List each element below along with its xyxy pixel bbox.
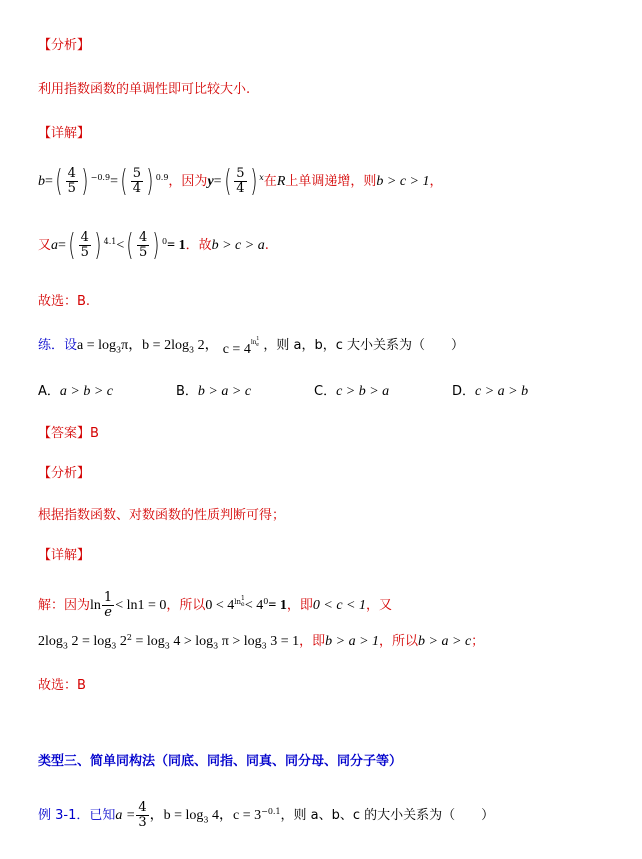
detail-heading-1: 【详解】: [38, 126, 91, 141]
answer-heading: 【答案】B: [38, 426, 99, 441]
option-c[interactable]: C．c > b > a: [314, 384, 390, 399]
detail-line-4: $2\log_3$ $2 = \log_3 2^2 = \log_3 4 > \log_3 \pi > \log_3 3 = 1$，即b > a > 1，所以b > a > c；: [38, 633, 485, 651]
practice-question: 练．设$a = \log_3\pi$，$b = 2\log_3$ 2， $c = 4^{ln 1 e}$ ，则 a，b，c 大小关系为（ ）: [38, 336, 465, 357]
detail-line-1: b=( $\frac{4}{5}$ ) $^{-0.9}$=( $\frac{5}{4}$ ) $^{0.9}$，因为y=( $\frac{5}{4}$ ) $^x$在R上单调递增，则b > c > 1，: [38, 163, 443, 199]
answer-1: 故选：B.: [38, 294, 91, 309]
practice-options: [38, 382, 618, 404]
example-3-1: 例 3-1．已知a = $\frac{4}{3}$ ，$b = \log_3 4$，$c = 3^{-0.1}$，则 a、b、c 的大小关系为（ ）: [38, 800, 495, 830]
answer-2: 故选：B: [38, 678, 86, 693]
analysis-heading-1: 【分析】: [38, 38, 91, 53]
detail-heading-2: 【详解】: [38, 548, 91, 563]
type3-heading: 类型三、简单同构法（同底、同指、同真、同分母、同分子等）: [38, 754, 403, 769]
detail-line-3: 解：因为ln $\frac{1}{e}$ < ln1 = 0，所以$0 < 4^{ln 1 e}$ < $4^0= 1$，即0 < c < 1，又: [38, 590, 392, 620]
analysis-text-2: 根据指数函数、对数函数的性质判断可得；: [38, 508, 286, 523]
analysis-text-1: 利用指数函数的单调性即可比较大小.: [38, 82, 251, 97]
option-a[interactable]: A．a > b > c: [38, 384, 114, 399]
analysis-heading-2: 【分析】: [38, 466, 91, 481]
detail-line-2: 又a=( $\frac{4}{5}$ ) $^{4.1}$<( $\frac{4}{5}$ ) $^0$= 1．故b > c > a.: [38, 227, 269, 263]
option-d[interactable]: D．c > a > b: [452, 384, 529, 399]
option-b[interactable]: B．b > a > c: [176, 384, 252, 399]
